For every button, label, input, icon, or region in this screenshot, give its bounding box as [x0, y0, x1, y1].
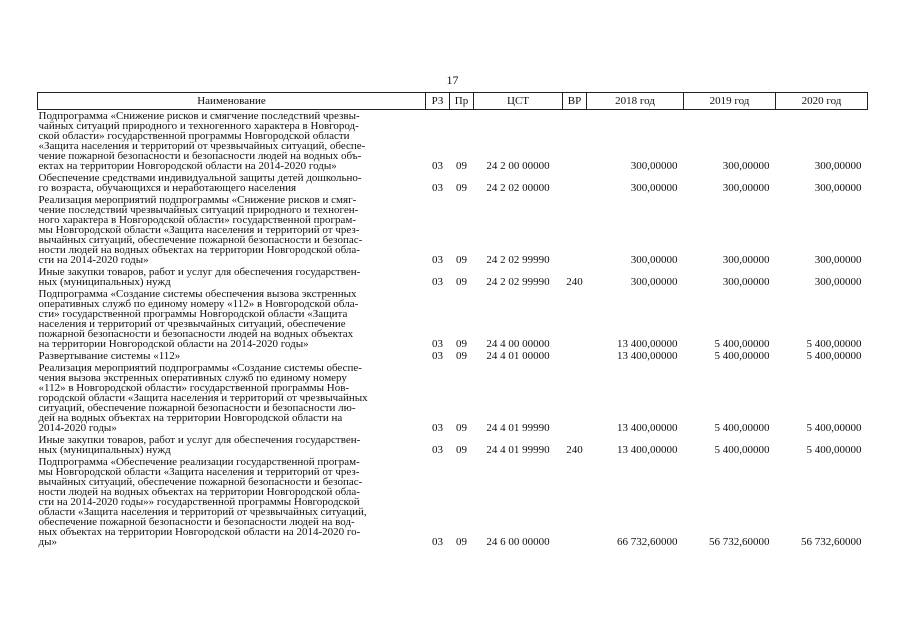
row-name-line: «Защита населения и территорий от чрезвычайных ситуаций, обеспе- — [38, 140, 366, 152]
row-cst-cell: 24 2 02 99990 — [486, 254, 550, 266]
row-pr-cell: 09 — [456, 444, 467, 456]
row-2018-cell: 13 400,00000 — [617, 444, 678, 456]
row-name-line: Подпрограмма «Снижение рисков и смягчение последствий чрезвы- — [38, 110, 360, 122]
row-name-line: Реализация мероприятий подпрограммы «Снижение рисков и смяг- — [38, 194, 357, 206]
row-pr-cell: 09 — [456, 536, 467, 548]
column-header-vr: ВР — [563, 93, 587, 110]
row-rz-cell: 03 — [432, 338, 443, 350]
row-2019-cell: 300,00000 — [722, 276, 770, 288]
row-name-line: сти на 2014-2020 годы»» государственной программы Новгородской — [38, 496, 360, 508]
row-name-cell — [38, 434, 426, 456]
row-2020-cell: 300,00000 — [814, 276, 862, 288]
row-vr-cell — [563, 362, 587, 434]
row-name-cell — [38, 362, 426, 434]
row-pr-cell: 09 — [456, 276, 467, 288]
row-name-line: ности людей на водных объектах на территории Новгородской обла- — [38, 244, 360, 256]
page-number: 17 — [446, 73, 459, 87]
column-header-2018: 2018 год — [587, 93, 684, 110]
row-name-line: сти на 2014-2020 годы» — [38, 254, 149, 266]
row-name-line: обеспечение пожарной безопасности и безопасности людей на вод- — [38, 516, 355, 528]
row-2018-cell: 13 400,00000 — [617, 422, 678, 434]
table-row — [38, 288, 868, 350]
row-name-line: ных (муниципальных) нужд — [38, 444, 171, 456]
table-row — [38, 172, 868, 194]
column-header-2020: 2020 год — [776, 93, 868, 110]
row-pr-cell: 09 — [456, 254, 467, 266]
row-vr-cell — [563, 110, 587, 173]
row-name-line: вычайных ситуаций, обеспечение пожарной безопасности и безопас- — [38, 234, 363, 246]
row-name-cell — [38, 194, 426, 266]
row-rz-cell: 03 — [432, 254, 443, 266]
column-header-rz: РЗ — [426, 93, 450, 110]
row-2019-cell: 300,00000 — [722, 182, 770, 194]
table-header-row — [38, 93, 868, 110]
row-pr-cell: 09 — [456, 422, 467, 434]
row-name-line: городской области «Защита населения и территорий от чрезвычайных — [38, 392, 368, 404]
row-name-line: чение пожарной безопасности и безопасности людей на водных объ- — [38, 150, 362, 162]
row-2020-cell: 5 400,00000 — [806, 338, 862, 350]
row-name-line: Иные закупки товаров, работ и услуг для обеспечения государствен- — [38, 434, 361, 446]
row-name-line: мы Новгородской области «Защита населения и территорий от чрез- — [38, 224, 360, 236]
table-row — [38, 350, 868, 362]
row-name-line: ектах на территории Новгородской области на 2014-2020 годы» — [38, 160, 337, 172]
row-name-line: «112» в Новгородской области» государственной программы Нов- — [38, 382, 350, 394]
row-name-line: ситуаций, обеспечение пожарной безопасности и безопасности лю- — [38, 402, 356, 414]
row-2020-cell: 300,00000 — [814, 182, 862, 194]
table-row — [38, 266, 868, 288]
row-rz-cell: 03 — [432, 182, 443, 194]
row-2018-cell: 66 732,60000 — [617, 536, 678, 548]
row-name-line: области «Защита населения и территорий от чрезвычайных ситуаций, — [38, 506, 367, 518]
row-pr-cell: 09 — [456, 182, 467, 194]
row-name-line: на территории Новгородской области на 2014-2020 годы» — [38, 338, 309, 350]
row-name-line: ды» — [38, 536, 57, 548]
row-name-line: дей на водных объектах на территории Новгородской области на — [38, 412, 343, 424]
row-cst-cell: 24 4 01 99990 — [486, 422, 550, 434]
row-name-line: го возраста, обучающихся и неработающего населения — [38, 182, 297, 194]
table-body — [38, 110, 868, 549]
row-pr-cell: 09 — [456, 160, 467, 172]
row-name-line: ных объектах на территории Новгородской области на 2014-2020 го- — [38, 526, 361, 538]
table-row — [38, 456, 868, 548]
row-cst-cell: 24 4 01 99990 — [486, 444, 550, 456]
row-vr-cell — [563, 288, 587, 350]
row-pr-cell: 09 — [456, 338, 467, 350]
row-vr-cell — [563, 456, 587, 548]
row-2018-cell: 13 400,00000 — [617, 350, 678, 362]
column-header-2019: 2019 год — [684, 93, 776, 110]
row-2019-cell: 300,00000 — [722, 160, 770, 172]
row-name-line: мы Новгородской области «Защита населения и территорий от чрез- — [38, 466, 360, 478]
row-name-line: Подпрограмма «Обеспечение реализации государственной програм- — [38, 456, 360, 468]
row-cst-cell: 24 2 00 00000 — [486, 160, 550, 172]
row-2019-cell: 300,00000 — [722, 254, 770, 266]
row-2019-cell: 5 400,00000 — [714, 444, 770, 456]
row-2019-cell: 5 400,00000 — [714, 422, 770, 434]
row-vr-cell: 240 — [566, 276, 583, 288]
row-name-line: Обеспечение средствами индивидуальной защиты детей дошкольно- — [38, 172, 362, 184]
row-pr-cell: 09 — [456, 350, 467, 362]
row-rz-cell: 03 — [432, 276, 443, 288]
column-header-cst: ЦСТ — [474, 93, 563, 110]
row-name-line: ного характера в Новгородской области» государственной програм- — [38, 214, 356, 226]
row-2020-cell: 5 400,00000 — [806, 350, 862, 362]
row-vr-cell: 240 — [566, 444, 583, 456]
row-name-line: чение последствий чрезвычайных ситуаций природного и техноген- — [38, 204, 359, 216]
table-row — [38, 194, 868, 266]
table-row — [38, 434, 868, 456]
table-row — [38, 362, 868, 434]
row-2018-cell: 13 400,00000 — [617, 338, 678, 350]
row-rz-cell: 03 — [432, 422, 443, 434]
row-name-line: населения и территорий от чрезвычайных ситуаций, обеспечение — [38, 318, 346, 330]
row-2018-cell: 300,00000 — [630, 160, 678, 172]
budget-table-container — [37, 92, 867, 548]
row-name-line: чайных ситуаций природного и техногенного характера в Новгород- — [38, 120, 359, 132]
column-header-name: Наименование — [38, 93, 426, 110]
row-name-line: чения вызова экстренных оперативных служб по единому номеру — [38, 372, 347, 384]
row-2019-cell: 56 732,60000 — [709, 536, 770, 548]
row-name-line: оперативных служб по единому номеру «112» в Новгородской обла- — [38, 298, 359, 310]
row-2019-cell: 5 400,00000 — [714, 338, 770, 350]
row-cst-cell: 24 4 00 00000 — [486, 338, 550, 350]
row-vr-cell — [563, 172, 587, 194]
table-row — [38, 110, 868, 173]
row-name-cell — [38, 110, 426, 173]
row-name-line: Развертывание системы «112» — [38, 350, 181, 362]
row-cst-cell: 24 6 00 00000 — [486, 536, 550, 548]
column-header-pr: Пр — [450, 93, 474, 110]
row-name-line: Подпрограмма «Создание системы обеспечения вызова экстренных — [38, 288, 357, 300]
row-name-line: сти» государственной программы Новгородской области «Защита — [38, 308, 348, 320]
row-cst-cell: 24 4 01 00000 — [486, 350, 550, 362]
row-2018-cell: 300,00000 — [630, 182, 678, 194]
row-name-cell — [38, 172, 426, 194]
row-2018-cell: 300,00000 — [630, 254, 678, 266]
row-vr-cell — [563, 350, 587, 362]
row-name-line: Иные закупки товаров, работ и услуг для обеспечения государствен- — [38, 266, 361, 278]
row-name-cell — [38, 456, 426, 548]
row-name-cell — [38, 266, 426, 288]
row-name-cell — [38, 350, 426, 362]
row-2020-cell: 300,00000 — [814, 160, 862, 172]
row-name-cell — [38, 288, 426, 350]
row-cst-cell: 24 2 02 00000 — [486, 182, 550, 194]
row-name-line: Реализация мероприятий подпрограммы «Создание системы обеспе- — [38, 362, 362, 374]
row-2020-cell: 5 400,00000 — [806, 444, 862, 456]
row-name-line: пожарной безопасности и безопасности людей на водных объектах — [38, 328, 354, 340]
row-2020-cell: 5 400,00000 — [806, 422, 862, 434]
row-name-line: ности людей на водных объектах на территории Новгородской обла- — [38, 486, 360, 498]
row-name-line: ской области» государственной программы Новгородской области — [38, 130, 350, 142]
row-2020-cell: 56 732,60000 — [801, 536, 862, 548]
row-2020-cell: 300,00000 — [814, 254, 862, 266]
row-2018-cell: 300,00000 — [630, 276, 678, 288]
row-name-line: 2014-2020 годы» — [38, 422, 117, 434]
row-vr-cell — [563, 194, 587, 266]
row-rz-cell: 03 — [432, 536, 443, 548]
budget-table — [37, 92, 868, 548]
row-name-line: ных (муниципальных) нужд — [38, 276, 171, 288]
row-cst-cell: 24 2 02 99990 — [486, 276, 550, 288]
row-rz-cell: 03 — [432, 350, 443, 362]
row-2019-cell: 5 400,00000 — [714, 350, 770, 362]
row-name-line: вычайных ситуаций, обеспечение пожарной безопасности и безопас- — [38, 476, 363, 488]
row-rz-cell: 03 — [432, 444, 443, 456]
row-rz-cell: 03 — [432, 160, 443, 172]
